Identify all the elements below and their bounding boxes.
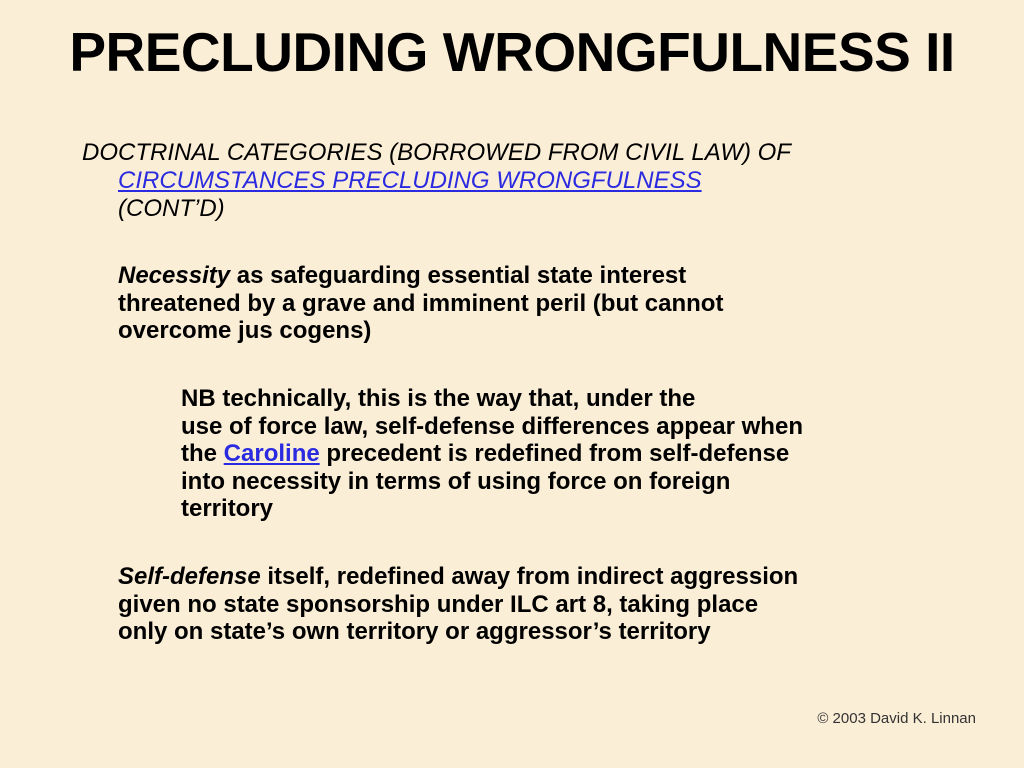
self-defense-line-1: itself, redefined away from indirect aggression (260, 563, 799, 590)
necessity-term: Necessity (118, 262, 231, 289)
intro-line-1: DOCTRINAL CATEGORIES (BORROWED FROM CIVIL LAW) OF (82, 139, 791, 166)
self-defense-paragraph (118, 563, 968, 646)
copyright-notice: © 2003 David K. Linnan (817, 710, 976, 727)
slide-title: PRECLUDING WRONGFULNESS II (69, 21, 955, 83)
note-line-3-post: precedent is redefined from self-defense (319, 440, 790, 467)
note-line-3-pre: the (181, 440, 224, 467)
self-defense-line-3: only on state’s own territory or aggressor’s territory (118, 618, 711, 645)
note-paragraph (181, 385, 941, 523)
note-line-2: use of force law, self-defense differences appear when (181, 412, 803, 440)
note-line-4: into necessity in terms of using force on foreign (181, 467, 731, 495)
note-line-1: NB technically, this is the way that, under the (181, 385, 696, 412)
self-defense-line-2: given no state sponsorship under ILC art 8, taking place (118, 590, 759, 618)
note-line-5: territory (181, 495, 274, 522)
necessity-line-2: threatened by a grave and imminent peril (but cannot (118, 289, 724, 317)
necessity-paragraph (118, 262, 878, 345)
intro-heading (82, 139, 962, 223)
intro-indent (82, 167, 962, 195)
necessity-line-3: overcome jus cogens) (118, 317, 372, 344)
necessity-line-1: as safeguarding essential state interest (230, 262, 687, 289)
caroline-link[interactable]: Caroline (223, 440, 320, 467)
intro-line-3: (CONT’D) (118, 195, 225, 222)
circumstances-link[interactable]: CIRCUMSTANCES PRECLUDING WRONGFULNESS (118, 167, 702, 194)
self-defense-term: Self-defense (118, 563, 261, 590)
